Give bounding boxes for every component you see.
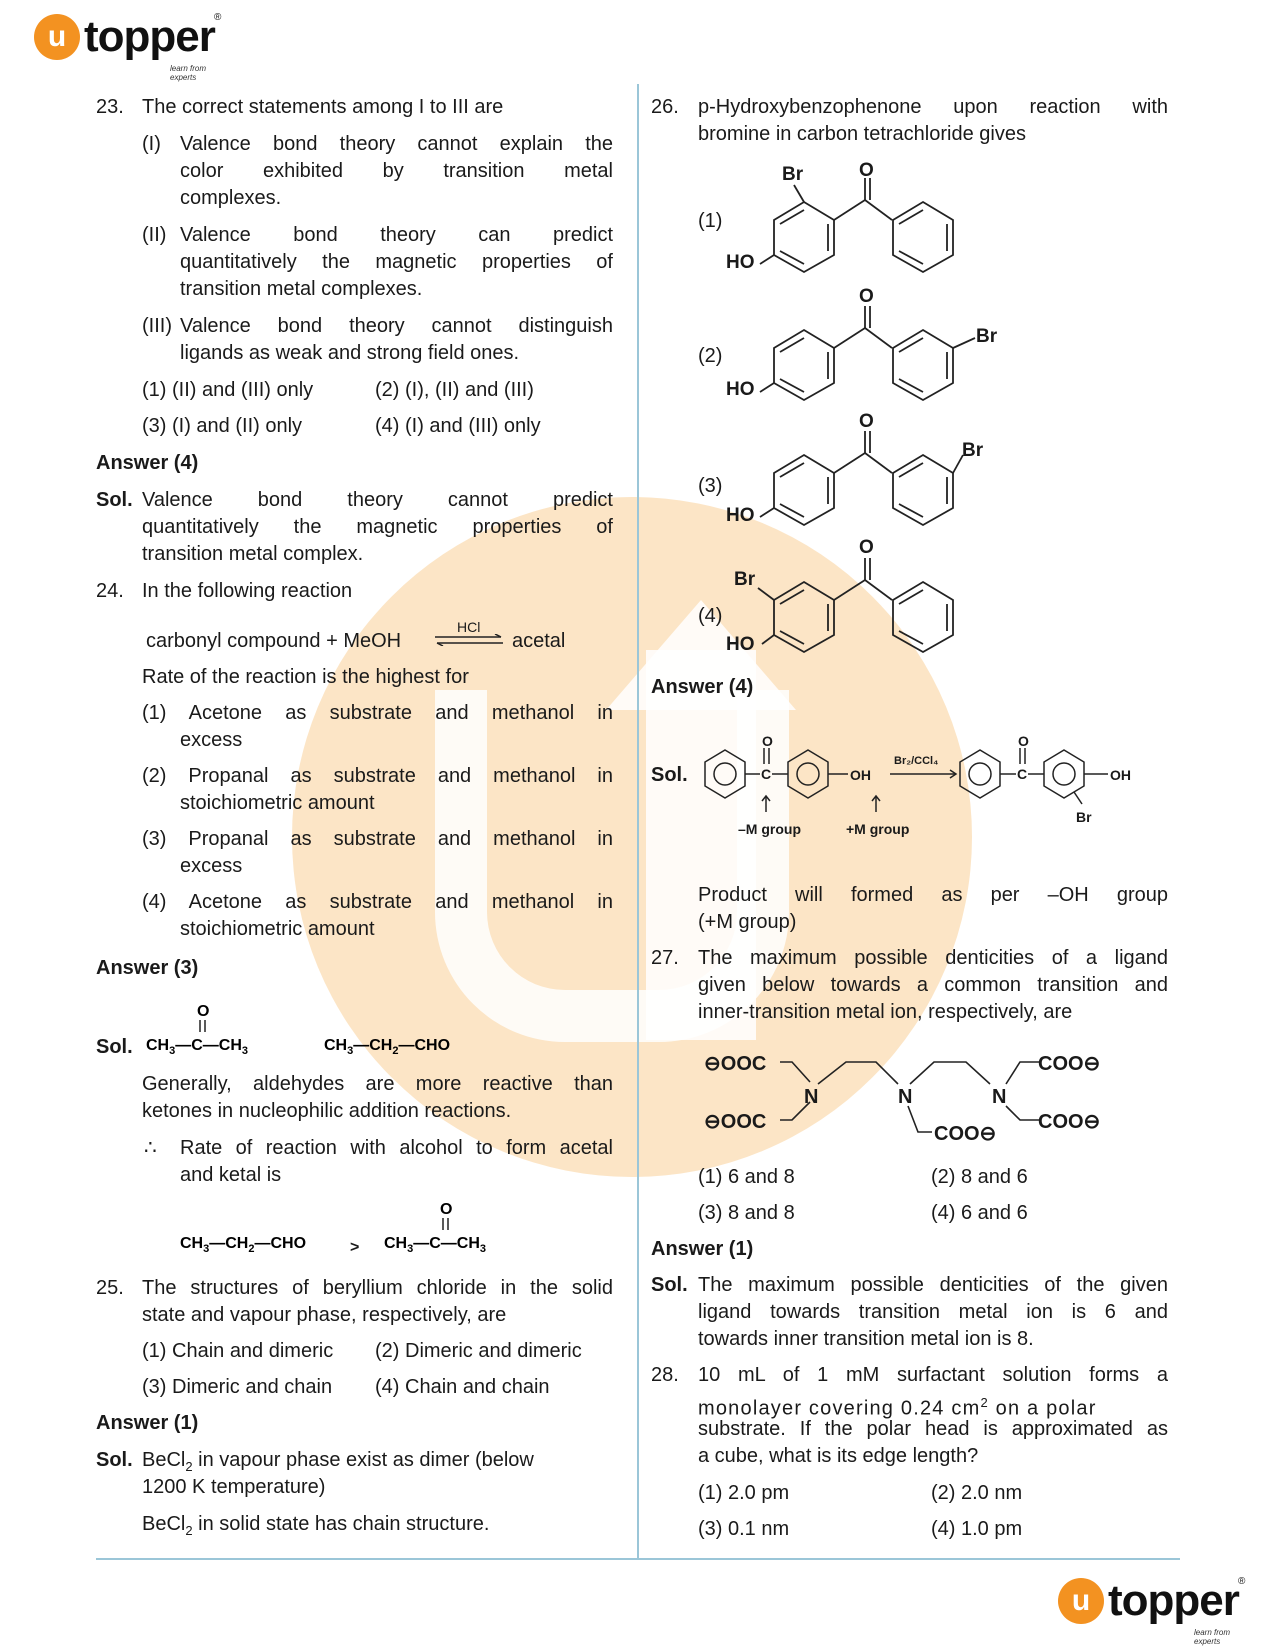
question-stem: p-Hydroxybenzophenone upon reaction with: [698, 96, 1168, 118]
option-1-label: (1): [698, 210, 723, 232]
nitrogen-label: N: [804, 1086, 819, 1108]
option-2: (2) Propanal as substrate and methanol in: [142, 765, 613, 787]
question-stem: a cube, what is its edge length?: [698, 1445, 979, 1467]
svg-text:CH3—CH2—CHO: $CH_3—CH_2—CHO$: [324, 1037, 451, 1057]
question-number: 27.: [651, 947, 679, 969]
answer-label: Answer (4): [651, 676, 754, 698]
reaction-catalyst: HCl: [457, 619, 481, 635]
statement-text: transition metal complexes.: [180, 278, 423, 300]
question-stem: bromine in carbon tetrachloride gives: [698, 123, 1026, 145]
oxygen-label: O: [859, 411, 874, 432]
question-stem: given below towards a common transition and: [698, 974, 1168, 996]
stem-part: on a polar: [988, 1397, 1097, 1420]
svg-text:O: O: [440, 1201, 453, 1218]
statement-text: quantitatively the magnetic properties of: [180, 251, 613, 273]
statement-text: Valence bond theory cannot explain the: [180, 133, 613, 155]
hydroxy-label: OH: [1110, 767, 1131, 783]
solution-label: Sol.: [96, 1449, 133, 1471]
solution-text-rest: in solid state has chain structure.: [192, 1513, 490, 1535]
question-stem: In the following reaction: [142, 580, 353, 602]
answer-label: Answer (4): [96, 452, 199, 474]
option-4: (4) (I) and (III) only: [375, 415, 541, 437]
subscript: 2: [185, 1523, 193, 1538]
bromo-label: Br: [976, 326, 998, 347]
carboxylate-label: COO⊖: [1038, 1111, 1101, 1133]
solution-text: The maximum possible denticities of the given: [698, 1274, 1168, 1296]
question-stem: The maximum possible denticities of a ligand: [698, 947, 1168, 969]
solution-text: Generally, aldehydes are more reactive than: [142, 1073, 613, 1095]
solution-text: Product will formed as per –OH group: [698, 884, 1168, 906]
solution-text: Valence bond theory cannot predict: [142, 489, 613, 511]
answer-label: Answer (1): [96, 1412, 199, 1434]
solution-label: Sol.: [651, 1274, 688, 1296]
carboxylate-label: COO⊖: [1038, 1053, 1101, 1075]
svg-text:CH3—C—CH3: $CH_3—C—CH_3$: [146, 1037, 249, 1057]
plus-m-label: +M group: [846, 821, 910, 837]
statement-label: (III): [142, 315, 172, 337]
carboxylate-label: COO⊖: [934, 1123, 997, 1145]
greater-than: >: [350, 1239, 360, 1256]
option-1: (1) Chain and dimeric: [142, 1340, 334, 1362]
logo-wordmark: topper: [1108, 1576, 1239, 1625]
option-3: (3) 0.1 nm: [698, 1518, 790, 1540]
oxygen-label: O: [762, 733, 773, 749]
option-2: (2) (I), (II) and (III): [375, 379, 534, 401]
bromination-reaction-scheme: [698, 726, 1178, 846]
solution-text: ligand towards transition metal ion is 6 and: [698, 1301, 1168, 1323]
question-number: 26.: [651, 96, 679, 118]
solution-label: Sol.: [96, 489, 133, 511]
option-4: (4) Chain and chain: [375, 1376, 550, 1398]
solution-text: and ketal is: [180, 1164, 282, 1186]
question-stem: The structures of beryllium chloride in the solid: [142, 1277, 613, 1299]
formula-text: BeCl: [142, 1513, 186, 1535]
formula-text: BeCl: [142, 1449, 186, 1471]
statement-text: Valence bond theory cannot distinguish: [180, 315, 613, 337]
reagent-label: Br₂/CCl₄: [894, 755, 939, 767]
solution-text-rest: in vapour phase exist as dimer (below: [192, 1449, 534, 1471]
statement-text: complexes.: [180, 187, 282, 209]
ligand-structure-diagram: [700, 1040, 1120, 1150]
question-stem: state and vapour phase, respectively, are: [142, 1304, 507, 1326]
svg-text:CH3—CH2—CHO: $CH_3—CH_2—CHO$: [180, 1235, 307, 1255]
statement-label: (II): [142, 224, 167, 246]
subscript: 2: [185, 1459, 193, 1474]
option-2-cont: stoichiometric amount: [180, 792, 375, 814]
bromo-label: Br: [1076, 809, 1092, 825]
nitrogen-label: N: [992, 1086, 1007, 1108]
option-1: (1) 6 and 8: [698, 1166, 795, 1188]
hydroxy-label: HO: [726, 379, 755, 400]
statement-text: Valence bond theory can predict: [180, 224, 613, 246]
svg-text:CH3—C—CH3: $CH_3—C—CH_3$: [384, 1235, 487, 1255]
oxygen-label: O: [1018, 733, 1029, 749]
option-structures-diagram: [720, 160, 1040, 670]
solution-text: quantitatively the magnetic properties of: [142, 516, 613, 538]
hydroxy-label: OH: [850, 767, 871, 783]
solution-text: ketones in nucleophilic addition reactions.: [142, 1100, 512, 1122]
oxygen-label: O: [859, 286, 874, 307]
option-3-label: (3): [698, 475, 723, 497]
solution-text: Rate of reaction with alcohol to form acetal: [180, 1137, 613, 1159]
option-4-label: (4): [698, 605, 723, 627]
solution-text: transition metal complex.: [142, 543, 364, 565]
reaction-right: acetal: [512, 630, 566, 652]
logo-registered-mark: ®: [1238, 1576, 1246, 1587]
statement-text: color exhibited by transition metal: [180, 160, 613, 182]
solution-text: (+M group): [698, 911, 797, 933]
solution-label: Sol.: [651, 764, 688, 786]
option-2: (2) 8 and 6: [931, 1166, 1028, 1188]
logo-badge-icon: u: [34, 14, 80, 60]
footer-logo: [1058, 1576, 1246, 1646]
carbon-label: C: [1017, 766, 1028, 782]
option-2-label: (2): [698, 345, 723, 367]
question-number: 25.: [96, 1277, 124, 1299]
question-stem: The correct statements among I to III are: [142, 96, 504, 118]
option-4-cont: stoichiometric amount: [180, 918, 375, 940]
option-1-cont: excess: [180, 729, 243, 751]
question-stem: inner-transition metal ion, respectively, are: [698, 1001, 1073, 1023]
option-4: (4) 1.0 pm: [931, 1518, 1023, 1540]
hydroxy-label: HO: [726, 505, 755, 526]
option-1: (1) Acetone as substrate and methanol in: [142, 702, 613, 724]
question-number: 23.: [96, 96, 124, 118]
question-stem: substrate. If the polar head is approximated as: [698, 1418, 1168, 1440]
oxygen-label: O: [859, 537, 874, 558]
carboxylate-label: ⊖OOC: [704, 1111, 767, 1133]
solution-text: 1200 K temperature): [142, 1476, 326, 1498]
question-number: 24.: [96, 580, 124, 602]
superscript: 2: [980, 1395, 989, 1410]
option-4: (4) 6 and 6: [931, 1202, 1028, 1224]
bromo-label: Br: [734, 569, 756, 590]
logo-wordmark: topper: [84, 12, 215, 61]
therefore-symbol: ∴: [144, 1137, 157, 1159]
carboxylate-label: ⊖OOC: [704, 1053, 767, 1075]
solution-label: Sol.: [96, 1036, 133, 1058]
oxygen-label: O: [859, 160, 874, 181]
option-3: (3) Dimeric and chain: [142, 1376, 333, 1398]
option-3-cont: excess: [180, 855, 243, 877]
reaction-left: carbonyl compound + MeOH: [146, 630, 402, 652]
minus-m-label: –M group: [738, 821, 801, 837]
option-3: (3) 8 and 8: [698, 1202, 795, 1224]
question-number: 28.: [651, 1364, 679, 1386]
option-4: (4) Acetone as substrate and methanol in: [142, 891, 613, 913]
logo-badge-icon: u: [1058, 1578, 1104, 1624]
question-text: Rate of the reaction is the highest for: [142, 666, 469, 688]
logo-tagline: learn from experts: [170, 64, 207, 82]
question-stem: 10 mL of 1 mM surfactant solution forms a: [698, 1364, 1168, 1386]
answer-label: Answer (3): [96, 957, 199, 979]
stem-part: monolayer covering 0.24 cm: [698, 1397, 981, 1420]
logo-registered-mark: ®: [214, 12, 222, 23]
option-1: (1) 2.0 pm: [698, 1482, 790, 1504]
bromo-label: Br: [962, 440, 984, 461]
option-2: (2) 2.0 nm: [931, 1482, 1023, 1504]
option-3: (3) (I) and (II) only: [142, 415, 303, 437]
answer-label: Answer (1): [651, 1238, 754, 1260]
bromo-label: Br: [782, 164, 804, 185]
carbon-label: C: [761, 766, 772, 782]
hydroxy-label: HO: [726, 634, 755, 655]
option-2: (2) Dimeric and dimeric: [375, 1340, 582, 1362]
option-3: (3) Propanal as substrate and methanol in: [142, 828, 613, 850]
option-1: (1) (II) and (III) only: [142, 379, 314, 401]
solution-text: towards inner transition metal ion is 8.: [698, 1328, 1034, 1350]
hydroxy-label: HO: [726, 252, 755, 273]
svg-text:O: O: [197, 1003, 210, 1020]
statement-label: (I): [142, 133, 161, 155]
nitrogen-label: N: [898, 1086, 913, 1108]
logo-tagline: learn from experts: [1194, 1628, 1231, 1646]
statement-text: ligands as weak and strong field ones.: [180, 342, 520, 364]
